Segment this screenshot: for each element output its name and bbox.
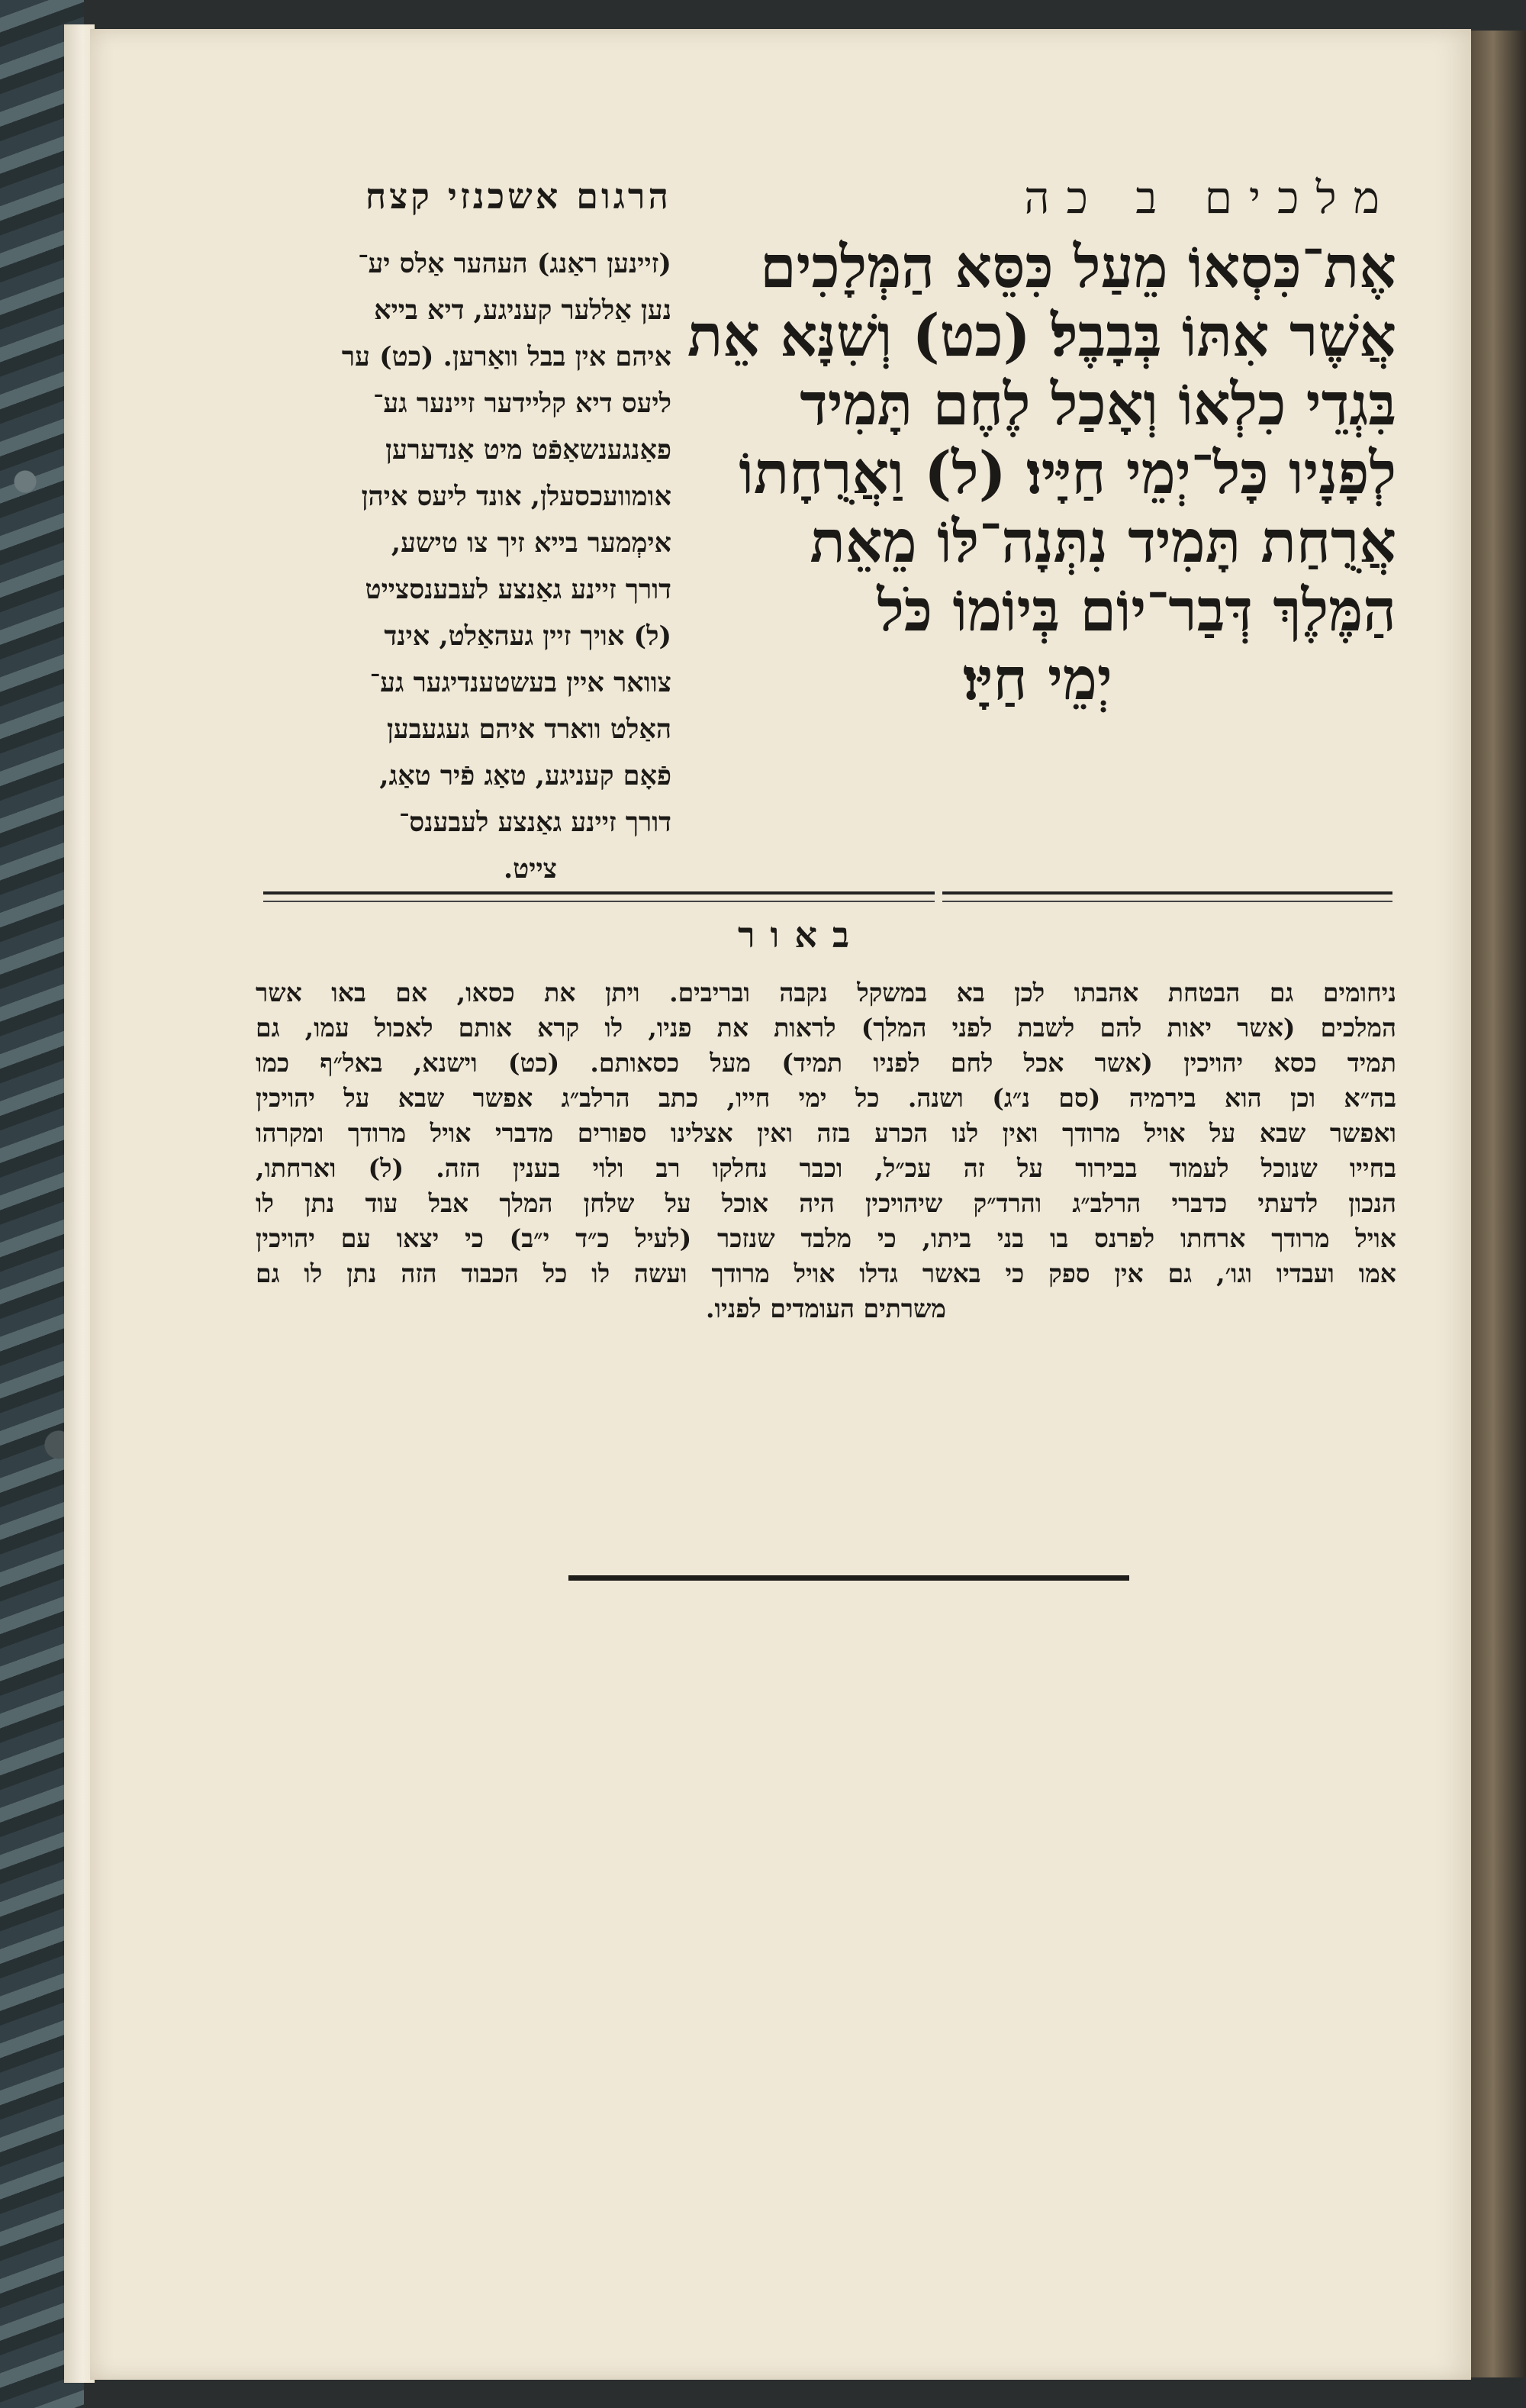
commentary-line: משרתים העומדים לפניו.	[706, 1294, 946, 1323]
translation-line: פאַנגענשאַפֿט מיט אַנדערען	[385, 434, 671, 466]
main-text-line: אֶת־כִּסְאוֹ מֵעַל כִּסֵּא הַמְּלָכִים	[760, 233, 1396, 301]
commentary-line: בחייו שנוכל לעמוד בבירור על זה עכ״ל, וכבר נחלקו רב ולוי בענין הזה. (ל) וארחתו,	[256, 1153, 1396, 1183]
translation-line: האַלט ווארד איהם געגעבען	[386, 714, 671, 745]
main-text-line: יְמֵי חַיָּו׃	[963, 645, 1112, 713]
main-text-line: בִּגְדֵי כִלְאוֹ וְאָכַל לֶחֶם תָּמִיד	[800, 370, 1396, 438]
commentary-line: הנכון לדעתי כדברי הרלב״ג והרד״ק שיהויכין היה אוכל על שלחן המלך אבל עוד נתן לו	[256, 1188, 1396, 1218]
commentary-block	[256, 975, 1396, 1372]
translation-line: צוואר איין בעשטענדיגער גע־	[369, 667, 671, 698]
commentary-line: אמו ועבדיו וגו׳, גם אין ספק כי באשר גדלו אויל מרודך ועשה לו כל הכבוד הזה נתן לו גם	[256, 1259, 1396, 1288]
main-text-line: אֲשֶׁר אִתּוֹ בְּבָבֶל׃ (כט) וְשִׁנָּא אֵת	[687, 301, 1396, 369]
translation-line: (ל) אויך זיין געהאַלט, אינד	[384, 621, 671, 652]
translation-line: דורך זיינע גאַנצע לעבענס־	[398, 807, 671, 838]
translation-column	[259, 240, 671, 889]
main-text-line: אֲרֻחַת תָּמִיד נִתְּנָה־לּוֹ מֵאֵת	[810, 508, 1396, 575]
column-divider-right	[942, 891, 1392, 902]
translation-line: איהם אין בבל וואַרען. (כט) ער	[341, 341, 671, 372]
translation-line: דורך זיינע גאַנצע לעבענסצייט	[365, 574, 671, 605]
column-divider-left	[263, 891, 935, 902]
commentary-title: באור	[737, 914, 865, 956]
translation-line: (זיינען ראַנג) העהער אַלס יע־	[358, 248, 671, 279]
translation-header: הרגום אשכנזי קצח	[365, 176, 671, 217]
main-text-line: לְפָנָיו כָּל־יְמֵי חַיָּיו׃ (ל) וַאֲרֻחָתוֹ	[739, 439, 1396, 507]
main-text-column	[679, 233, 1396, 782]
commentary-line: אויל מרודך ארחתו לפרנס בו בני ביתו, כי מלבד שנזכר (לעיל כ״ד י״ב) כי יצאו עם יהויכין	[256, 1223, 1396, 1253]
translation-line: ליעס דיא קליידער זיינער גע־	[372, 388, 671, 419]
translation-line: פֿאָם קעניגע, טאַג פֿיר טאַג,	[379, 760, 671, 791]
facing-page-edge	[1471, 31, 1526, 2377]
main-text-line: הַמֶּלֶךְ דְּבַר־יוֹם בְּיוֹמוֹ כֹּל	[877, 576, 1396, 644]
translation-line: אימְמער בייא זיך צו טישע,	[391, 527, 671, 559]
end-rule	[568, 1575, 1129, 1581]
commentary-line: תמיד כסא יהויכין (אשר אכל לחם לפניו תמיד) מעל כסאותם. (כט) וישנא, באל״ף כמו	[256, 1048, 1396, 1078]
commentary-line: ואפשר שבא על אויל מרודך ואין לנו הכרע בזה ואין אצלינו ספורים מדברי אויל מרודך ומקרהו	[256, 1118, 1396, 1148]
commentary-line: ניחומים גם הבטחת אהבתו לכן בא במשקל נקבה ובריבים. ויתן את כסאו, אם באו אשר	[256, 978, 1396, 1007]
translation-line: צייט.	[503, 853, 557, 885]
translation-line: אומוועכסעלן, אונד ליעס איהן	[361, 481, 671, 512]
commentary-line: המלכים (אשר יאות להם לשבת לפני המלך) לראות את פניו, לו קרא אותם לאכול עמו, גם	[256, 1013, 1396, 1043]
translation-line: נען אַללער קעניגע, דיא בייא	[374, 295, 671, 326]
commentary-line: בה״א וכן הוא בירמיה (סם נ״ג) ושנה. כל ימי חייו, כתב הרלב״ג אפשר שבא על יהויכין	[256, 1083, 1396, 1113]
running-header: מלכים ב כה	[1024, 172, 1396, 224]
